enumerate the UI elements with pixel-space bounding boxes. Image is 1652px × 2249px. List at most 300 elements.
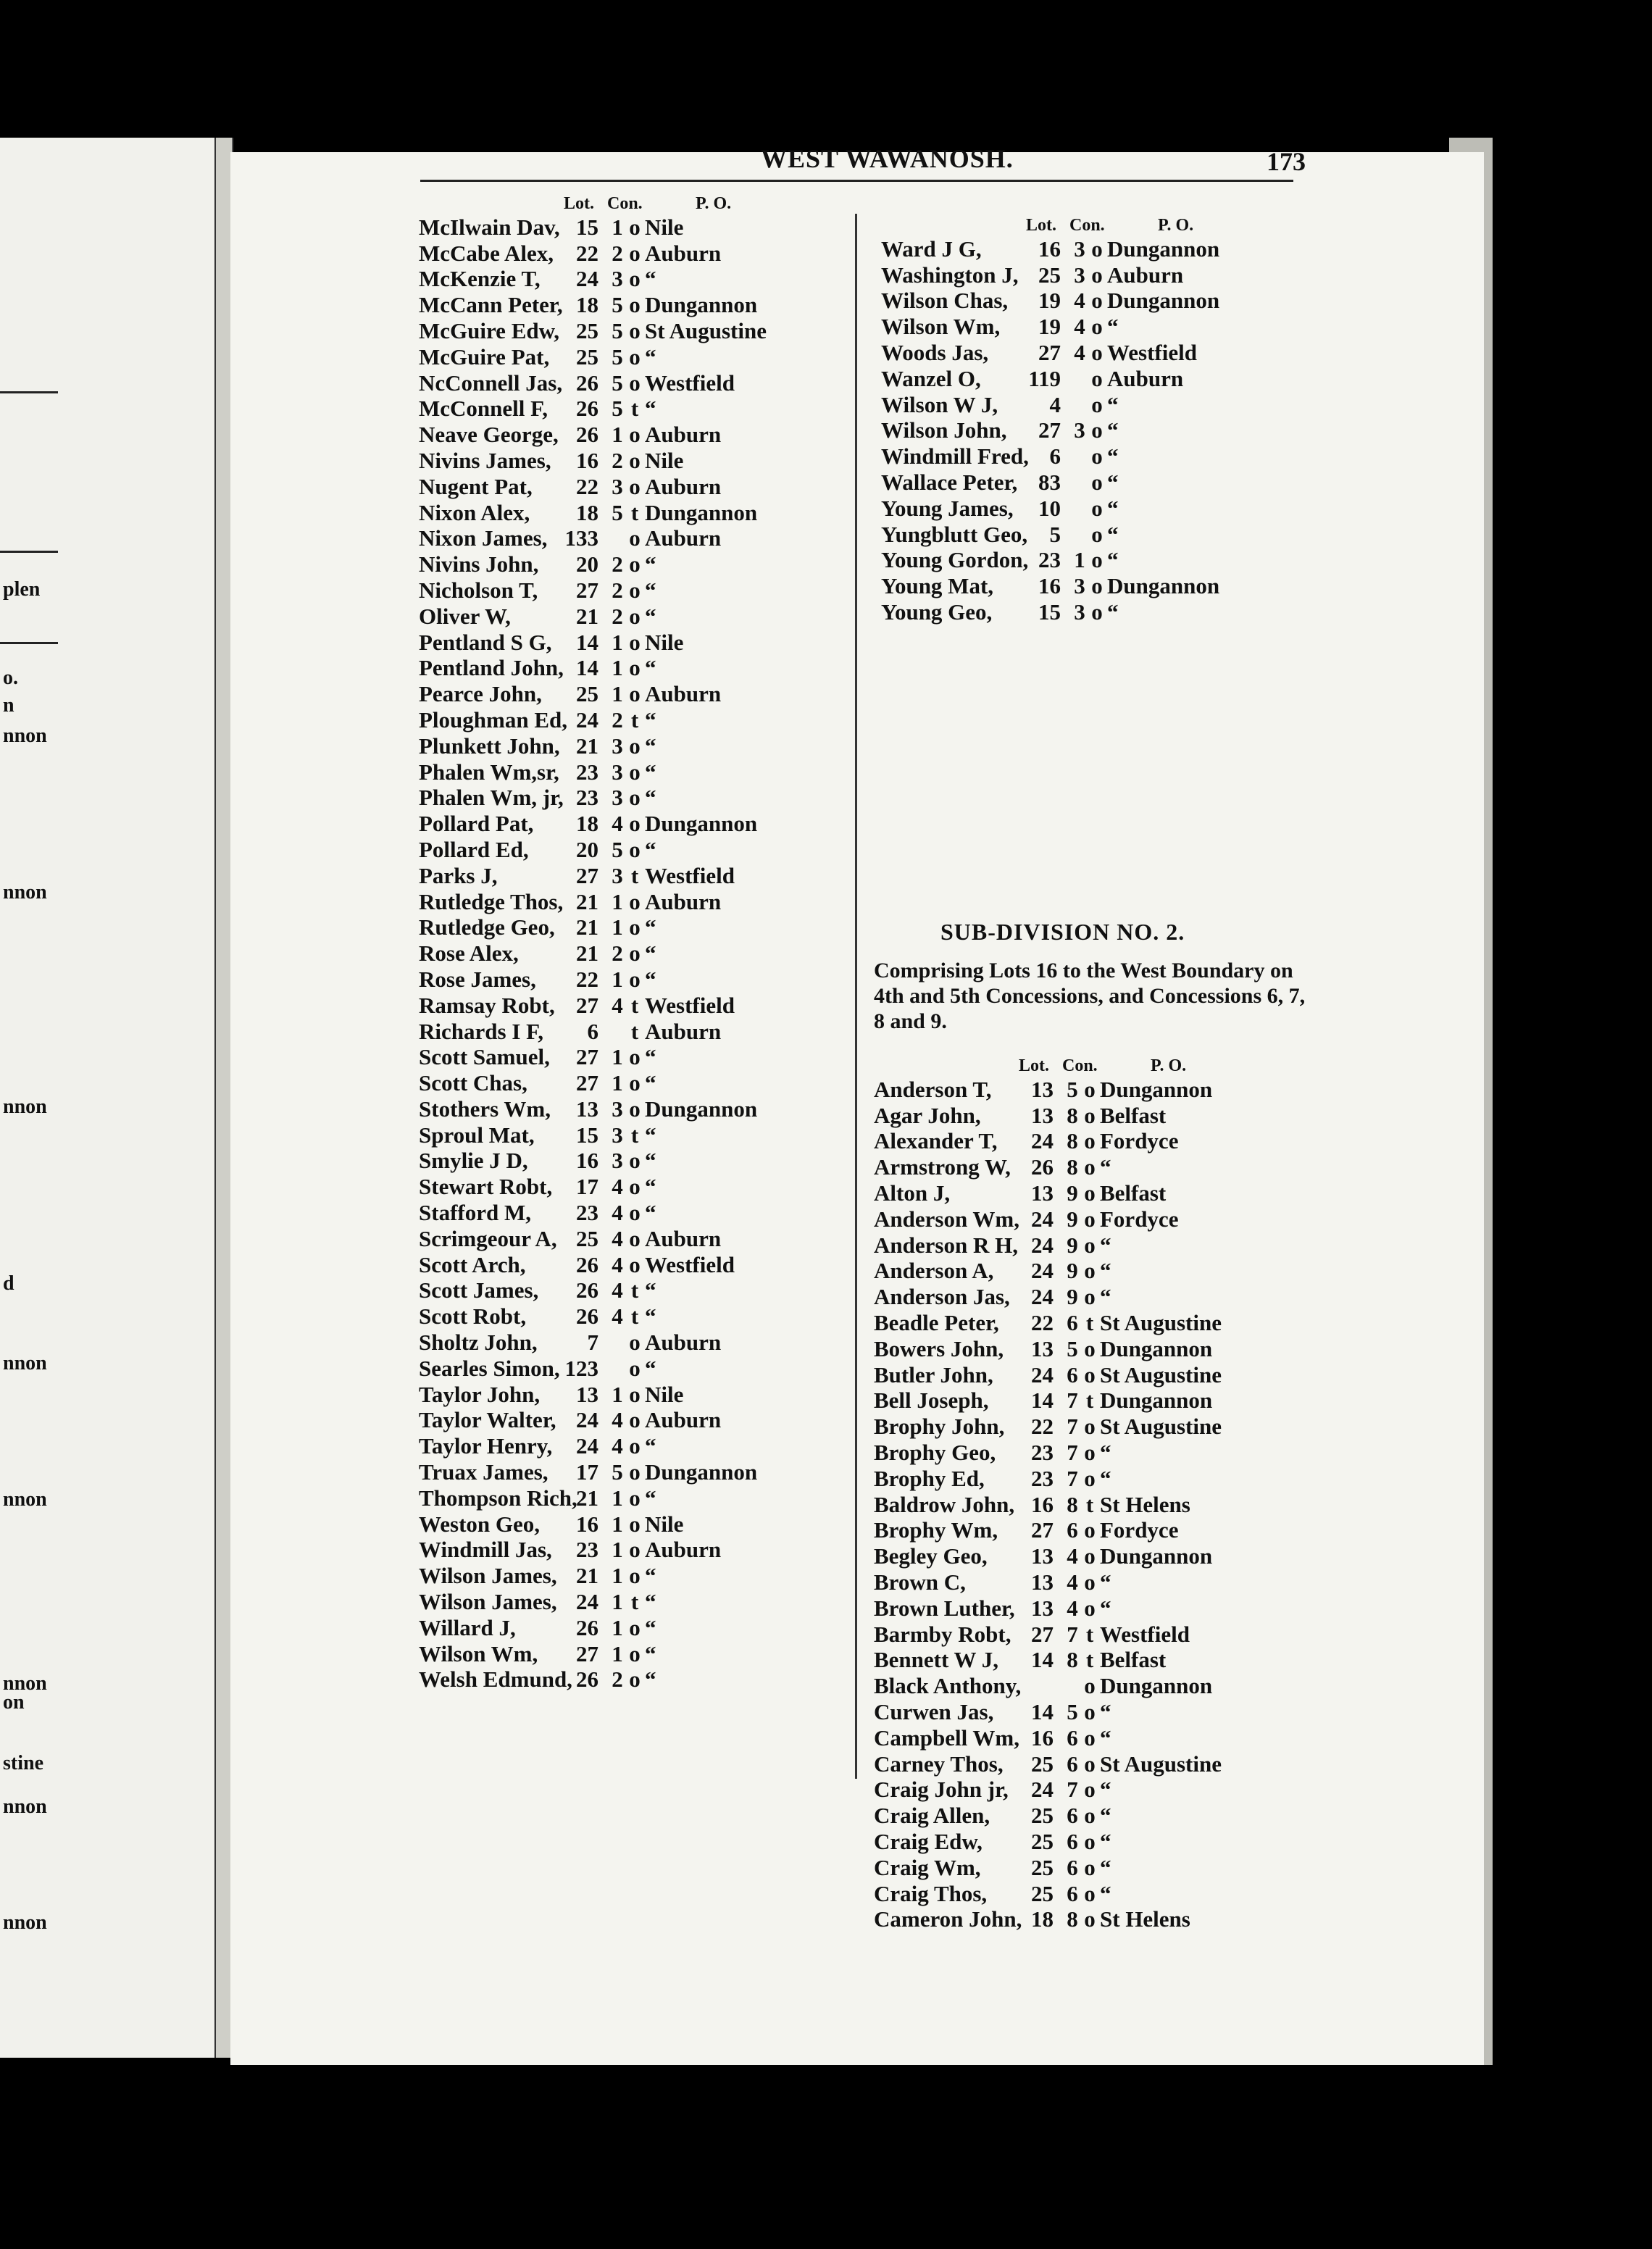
entry-post-office: “ bbox=[645, 733, 656, 759]
directory-entry bbox=[881, 522, 1316, 548]
entry-lot: 119 bbox=[1028, 365, 1061, 391]
entry-lot: 23 bbox=[1038, 547, 1061, 573]
entry-lot: 17 bbox=[576, 1459, 598, 1485]
entry-concession: 7 bbox=[1067, 1777, 1078, 1803]
entry-status: o bbox=[629, 473, 641, 499]
entry-post-office: Fordyce bbox=[1100, 1128, 1179, 1154]
entry-post-office: Auburn bbox=[645, 473, 722, 499]
entry-post-office: “ bbox=[645, 785, 656, 811]
entry-name: Bowers John, bbox=[874, 1335, 1004, 1361]
entry-name: Young Mat, bbox=[881, 573, 994, 599]
entry-lot: 16 bbox=[576, 1148, 598, 1174]
entry-post-office: “ bbox=[1100, 1258, 1111, 1284]
entry-post-office: “ bbox=[645, 1614, 656, 1640]
entry-name: Richards I F, bbox=[419, 1018, 543, 1044]
lot-header: Lot. bbox=[1019, 1056, 1049, 1075]
entry-status: o bbox=[1084, 1361, 1096, 1388]
entry-concession: 1 bbox=[612, 1070, 623, 1096]
entry-lot: 24 bbox=[576, 266, 598, 292]
facing-page-fragment: stine bbox=[3, 1752, 43, 1774]
entry-lot: 13 bbox=[576, 1381, 598, 1407]
entry-post-office: Auburn bbox=[645, 681, 722, 707]
entry-concession: 7 bbox=[1067, 1414, 1078, 1440]
entry-post-office: “ bbox=[1107, 521, 1119, 547]
entry-name: Taylor Henry, bbox=[419, 1433, 553, 1459]
entry-lot: 24 bbox=[576, 1589, 598, 1615]
entry-status: o bbox=[1084, 1803, 1096, 1829]
directory-entry bbox=[881, 443, 1316, 470]
column-header-row bbox=[881, 210, 1316, 236]
entry-post-office: “ bbox=[645, 655, 656, 681]
directory-entry bbox=[419, 604, 825, 630]
entry-concession: 2 bbox=[612, 1666, 623, 1693]
entry-post-office: Westfield bbox=[645, 1251, 735, 1277]
entry-status: o bbox=[1091, 573, 1103, 599]
directory-entry bbox=[419, 266, 825, 292]
entry-lot: 15 bbox=[576, 214, 598, 240]
directory-entry bbox=[874, 1388, 1309, 1414]
po-header: P. O. bbox=[696, 194, 732, 213]
entry-post-office: Auburn bbox=[645, 1407, 722, 1433]
entry-status: o bbox=[629, 1459, 641, 1485]
directory-entry bbox=[419, 577, 825, 604]
entry-name: Brophy Wm, bbox=[874, 1517, 998, 1543]
entry-status: o bbox=[1084, 1232, 1096, 1258]
directory-entry bbox=[874, 1180, 1309, 1206]
entry-status: t bbox=[1085, 1309, 1094, 1335]
entry-concession: 4 bbox=[612, 1407, 623, 1433]
directory-entry bbox=[419, 1277, 825, 1303]
entry-concession: 3 bbox=[1074, 573, 1085, 599]
entry-post-office: Nile bbox=[645, 629, 684, 655]
entry-concession: 1 bbox=[612, 422, 623, 448]
entry-name: Craig Allen, bbox=[874, 1803, 990, 1829]
entry-lot: 26 bbox=[576, 1277, 598, 1303]
entry-lot: 24 bbox=[1031, 1232, 1054, 1258]
directory-entry bbox=[874, 1829, 1309, 1855]
facing-page-fragment: nnon bbox=[3, 1911, 47, 1934]
left-column bbox=[419, 188, 825, 1693]
entry-name: Stafford M, bbox=[419, 1200, 531, 1226]
entry-status: t bbox=[630, 706, 639, 733]
directory-entry bbox=[881, 392, 1316, 418]
entry-name: Pentland S G, bbox=[419, 629, 552, 655]
entry-name: Cameron John, bbox=[874, 1906, 1022, 1932]
entry-lot: 18 bbox=[1031, 1906, 1054, 1932]
lot-header: Lot. bbox=[1026, 216, 1056, 235]
directory-entry bbox=[419, 889, 825, 915]
entry-concession: 5 bbox=[612, 370, 623, 396]
entry-post-office: Westfield bbox=[1107, 339, 1197, 365]
entry-status: o bbox=[1091, 314, 1103, 340]
entry-name: Baldrow John, bbox=[874, 1491, 1015, 1517]
entry-name: Armstrong W, bbox=[874, 1154, 1011, 1180]
entry-post-office: St Augustine bbox=[645, 317, 767, 343]
right-column-top bbox=[881, 210, 1316, 625]
entry-concession: 2 bbox=[612, 577, 623, 603]
entry-post-office: Auburn bbox=[645, 240, 722, 266]
entry-lot: 15 bbox=[1038, 598, 1061, 625]
entry-lot: 13 bbox=[1031, 1076, 1054, 1102]
entry-concession: 8 bbox=[1067, 1491, 1078, 1517]
entry-name: Scott James, bbox=[419, 1277, 539, 1303]
directory-entry bbox=[874, 1258, 1309, 1284]
entry-lot: 26 bbox=[576, 1614, 598, 1640]
entry-name: Young Geo, bbox=[881, 598, 993, 625]
entry-status: t bbox=[1085, 1621, 1094, 1647]
entry-lot: 25 bbox=[576, 343, 598, 370]
entry-name: Craig Edw, bbox=[874, 1828, 983, 1854]
entry-lot: 25 bbox=[1031, 1880, 1054, 1906]
entry-status: o bbox=[629, 811, 641, 837]
entry-concession: 4 bbox=[612, 1277, 623, 1303]
entry-concession: 4 bbox=[1074, 339, 1085, 365]
entry-name: Curwen Jas, bbox=[874, 1698, 994, 1724]
directory-entry bbox=[419, 967, 825, 993]
entry-post-office: Dungannon bbox=[645, 1459, 758, 1485]
entry-post-office: Dungannon bbox=[1107, 288, 1220, 314]
entry-status: o bbox=[1084, 1854, 1096, 1880]
entry-name: Nivins John, bbox=[419, 551, 539, 577]
entry-status: o bbox=[629, 1355, 641, 1381]
entry-concession: 6 bbox=[1067, 1828, 1078, 1854]
entry-post-office: Dungannon bbox=[1107, 573, 1220, 599]
entry-lot: 25 bbox=[1031, 1854, 1054, 1880]
entry-concession: 4 bbox=[612, 1174, 623, 1200]
entry-post-office: “ bbox=[645, 1122, 656, 1148]
entry-concession: 6 bbox=[1067, 1724, 1078, 1751]
directory-entry bbox=[874, 1128, 1309, 1154]
right-column-bottom bbox=[874, 1051, 1309, 1932]
directory-entry bbox=[874, 1284, 1309, 1310]
entry-concession: 1 bbox=[612, 1563, 623, 1589]
entry-status: o bbox=[1084, 1128, 1096, 1154]
entry-status: o bbox=[629, 655, 641, 681]
entry-lot: 21 bbox=[576, 914, 598, 940]
directory-entry bbox=[881, 366, 1316, 392]
entry-lot: 14 bbox=[576, 655, 598, 681]
directory-entry bbox=[881, 417, 1316, 443]
entry-name: Phalen Wm, jr, bbox=[419, 785, 564, 811]
entry-concession: 1 bbox=[612, 1537, 623, 1563]
entry-lot: 25 bbox=[1031, 1751, 1054, 1777]
entry-lot: 20 bbox=[576, 551, 598, 577]
entry-lot: 13 bbox=[1031, 1102, 1054, 1128]
entry-name: Sproul Mat, bbox=[419, 1122, 535, 1148]
entry-name: McGuire Pat, bbox=[419, 343, 550, 370]
entry-concession: 8 bbox=[1067, 1128, 1078, 1154]
directory-entry bbox=[419, 318, 825, 344]
entry-post-office: “ bbox=[1100, 1880, 1111, 1906]
entry-name: Wallace Peter, bbox=[881, 469, 1018, 495]
entry-post-office: Auburn bbox=[645, 422, 722, 448]
entry-status: o bbox=[629, 1174, 641, 1200]
entry-post-office: Dungannon bbox=[645, 292, 758, 318]
entry-post-office: Auburn bbox=[645, 1018, 722, 1044]
entry-post-office: “ bbox=[645, 577, 656, 603]
entry-post-office: “ bbox=[1100, 1595, 1111, 1621]
entry-lot: 21 bbox=[576, 733, 598, 759]
directory-entry bbox=[419, 837, 825, 863]
entry-post-office: “ bbox=[645, 940, 656, 967]
entry-post-office: “ bbox=[1107, 598, 1119, 625]
entry-lot: 19 bbox=[1038, 288, 1061, 314]
entry-name: Brophy Ed, bbox=[874, 1465, 985, 1491]
entry-post-office: Dungannon bbox=[645, 499, 758, 525]
entry-lot: 26 bbox=[576, 422, 598, 448]
entry-concession: 3 bbox=[612, 1122, 623, 1148]
directory-entry bbox=[881, 470, 1316, 496]
entry-post-office: “ bbox=[1107, 469, 1119, 495]
entry-lot: 18 bbox=[576, 499, 598, 525]
directory-page bbox=[230, 144, 1484, 2065]
directory-entry bbox=[419, 1174, 825, 1200]
entry-post-office: “ bbox=[645, 343, 656, 370]
entry-lot: 27 bbox=[1038, 339, 1061, 365]
directory-entry bbox=[881, 547, 1316, 573]
entry-name: Plunkett John, bbox=[419, 733, 560, 759]
entry-lot: 25 bbox=[1038, 262, 1061, 288]
entry-concession: 3 bbox=[612, 785, 623, 811]
entry-name: Anderson R H, bbox=[874, 1232, 1018, 1258]
entry-status: o bbox=[1084, 1673, 1096, 1699]
entry-status: o bbox=[629, 914, 641, 940]
entry-concession: 1 bbox=[1074, 547, 1085, 573]
entry-concession: 4 bbox=[1074, 314, 1085, 340]
entry-status: o bbox=[629, 1485, 641, 1511]
entry-status: o bbox=[629, 292, 641, 318]
entry-name: Willard J, bbox=[419, 1614, 516, 1640]
entry-post-office: “ bbox=[1100, 1439, 1111, 1465]
entry-lot: 22 bbox=[1031, 1309, 1054, 1335]
directory-entry bbox=[419, 1122, 825, 1148]
entry-concession: 4 bbox=[612, 1251, 623, 1277]
entry-lot: 13 bbox=[1031, 1335, 1054, 1361]
directory-entry bbox=[419, 1200, 825, 1226]
entry-name: Sholtz John, bbox=[419, 1330, 538, 1356]
entry-status: o bbox=[629, 629, 641, 655]
entry-lot: 24 bbox=[1031, 1777, 1054, 1803]
entry-status: o bbox=[1084, 1698, 1096, 1724]
facing-page-fragment: nnon bbox=[3, 1352, 47, 1374]
entry-lot: 24 bbox=[1031, 1258, 1054, 1284]
directory-entry bbox=[419, 1070, 825, 1096]
entry-status: o bbox=[629, 551, 641, 577]
page-title: WEST WAWANOSH. bbox=[761, 144, 1014, 173]
entry-lot: 16 bbox=[1031, 1724, 1054, 1751]
entry-post-office: Auburn bbox=[645, 888, 722, 914]
entry-name: Stewart Robt, bbox=[419, 1174, 553, 1200]
entry-concession: 8 bbox=[1067, 1906, 1078, 1932]
directory-entry bbox=[419, 500, 825, 526]
entry-concession: 5 bbox=[1067, 1698, 1078, 1724]
directory-entry bbox=[874, 1751, 1309, 1777]
entry-post-office: “ bbox=[645, 1666, 656, 1693]
directory-entry bbox=[419, 1589, 825, 1615]
directory-entry bbox=[419, 214, 825, 241]
entry-post-office: St Augustine bbox=[1100, 1309, 1222, 1335]
entry-name: Wilson James, bbox=[419, 1589, 557, 1615]
entry-status: t bbox=[1085, 1388, 1094, 1414]
entry-post-office: “ bbox=[1107, 417, 1119, 443]
entry-name: McGuire Edw, bbox=[419, 317, 560, 343]
entry-post-office: “ bbox=[645, 1640, 656, 1666]
entry-post-office: Auburn bbox=[1107, 365, 1184, 391]
entry-name: Anderson T, bbox=[874, 1076, 992, 1102]
entry-status: o bbox=[1084, 1076, 1096, 1102]
entry-status: o bbox=[1091, 443, 1103, 470]
lot-header: Lot. bbox=[564, 194, 594, 213]
entry-post-office: “ bbox=[645, 1433, 656, 1459]
entry-name: Woods Jas, bbox=[881, 339, 989, 365]
entry-name: Thompson Rich, bbox=[419, 1485, 577, 1511]
con-header: Con. bbox=[607, 194, 643, 213]
entry-lot: 26 bbox=[576, 1666, 598, 1693]
entry-concession: 4 bbox=[1067, 1543, 1078, 1569]
entry-concession: 7 bbox=[1067, 1621, 1078, 1647]
entry-post-office: Nile bbox=[645, 1381, 684, 1407]
directory-entry bbox=[419, 551, 825, 577]
entry-name: Pollard Pat, bbox=[419, 811, 534, 837]
entry-name: Rutledge Geo, bbox=[419, 914, 555, 940]
entry-concession: 2 bbox=[612, 706, 623, 733]
column-divider bbox=[855, 214, 857, 1779]
entry-status: t bbox=[630, 1122, 639, 1148]
con-header: Con. bbox=[1069, 216, 1105, 235]
entry-post-office: “ bbox=[645, 966, 656, 992]
entry-concession: 3 bbox=[612, 733, 623, 759]
directory-entry bbox=[419, 1537, 825, 1563]
entry-post-office: St Augustine bbox=[1100, 1751, 1222, 1777]
entry-name: Bell Joseph, bbox=[874, 1388, 989, 1414]
entry-post-office: Westfield bbox=[645, 370, 735, 396]
entry-status: o bbox=[629, 836, 641, 862]
directory-entry bbox=[419, 1485, 825, 1511]
entry-post-office: “ bbox=[1107, 314, 1119, 340]
entry-name: Brown C, bbox=[874, 1569, 966, 1595]
entry-post-office: Dungannon bbox=[1100, 1388, 1213, 1414]
entry-concession: 1 bbox=[612, 655, 623, 681]
entry-lot: 24 bbox=[1031, 1128, 1054, 1154]
entry-lot: 6 bbox=[587, 1018, 598, 1044]
directory-entry bbox=[419, 1382, 825, 1408]
directory-entry bbox=[419, 344, 825, 370]
entry-lot: 13 bbox=[1031, 1595, 1054, 1621]
entry-name: Anderson Wm, bbox=[874, 1206, 1019, 1232]
entry-name: Anderson A, bbox=[874, 1258, 994, 1284]
entry-lot: 23 bbox=[1031, 1439, 1054, 1465]
entry-post-office: “ bbox=[645, 396, 656, 422]
entry-lot: 23 bbox=[576, 785, 598, 811]
directory-entry bbox=[419, 1666, 825, 1693]
entry-concession: 6 bbox=[1067, 1854, 1078, 1880]
directory-entry bbox=[874, 1077, 1309, 1103]
entry-status: o bbox=[629, 370, 641, 396]
entry-concession: 6 bbox=[1067, 1880, 1078, 1906]
directory-entry bbox=[419, 1044, 825, 1070]
entry-status: o bbox=[629, 888, 641, 914]
directory-entry bbox=[419, 1356, 825, 1382]
entry-name: Pearce John, bbox=[419, 681, 542, 707]
entry-status: o bbox=[1091, 262, 1103, 288]
directory-entry bbox=[874, 1673, 1309, 1699]
entry-status: o bbox=[629, 1070, 641, 1096]
subdivision-description: Comprising Lots 16 to the West Boundary on 4th and 5th Concessions, and Concessions 6, 7, 8 and 9. bbox=[874, 959, 1306, 1033]
directory-entry bbox=[881, 573, 1316, 599]
entry-name: McCann Peter, bbox=[419, 292, 563, 318]
directory-entry bbox=[874, 1543, 1309, 1569]
entry-name: Butler John, bbox=[874, 1361, 993, 1388]
entry-concession: 9 bbox=[1067, 1258, 1078, 1284]
entry-name: Wilson John, bbox=[881, 417, 1007, 443]
entry-concession: 5 bbox=[612, 836, 623, 862]
entry-concession: 8 bbox=[1067, 1102, 1078, 1128]
directory-entry bbox=[419, 1303, 825, 1330]
entry-concession: 2 bbox=[612, 551, 623, 577]
directory-entry bbox=[874, 1906, 1309, 1932]
entry-post-office: Nile bbox=[645, 1511, 684, 1537]
facing-page-fragment: nnon bbox=[3, 1672, 47, 1695]
entry-status: o bbox=[629, 422, 641, 448]
entry-status: o bbox=[1084, 1724, 1096, 1751]
directory-entry bbox=[419, 292, 825, 318]
entry-lot: 19 bbox=[1038, 314, 1061, 340]
directory-entry bbox=[419, 474, 825, 500]
directory-entry bbox=[419, 448, 825, 474]
entry-post-office: St Augustine bbox=[1100, 1414, 1222, 1440]
entry-post-office: “ bbox=[645, 551, 656, 577]
entry-status: o bbox=[629, 603, 641, 629]
entry-concession: 1 bbox=[612, 1589, 623, 1615]
entry-name: Black Anthony, bbox=[874, 1673, 1022, 1699]
entry-concession: 3 bbox=[612, 473, 623, 499]
entry-concession: 1 bbox=[612, 214, 623, 240]
entry-concession: 9 bbox=[1067, 1232, 1078, 1258]
entry-concession: 1 bbox=[612, 888, 623, 914]
entry-post-office: Dungannon bbox=[645, 1096, 758, 1122]
entry-lot: 22 bbox=[576, 240, 598, 266]
entry-lot: 24 bbox=[576, 1407, 598, 1433]
entry-post-office: Belfast bbox=[1100, 1647, 1167, 1673]
entry-post-office: “ bbox=[1100, 1854, 1111, 1880]
entry-name: Parks J, bbox=[419, 862, 498, 888]
directory-entry bbox=[419, 1252, 825, 1278]
entry-name: Scott Chas, bbox=[419, 1070, 527, 1096]
entry-lot: 6 bbox=[1049, 443, 1061, 470]
entry-concession: 5 bbox=[612, 396, 623, 422]
entry-lot: 15 bbox=[576, 1122, 598, 1148]
entry-name: Phalen Wm,sr, bbox=[419, 759, 559, 785]
entry-lot: 27 bbox=[1031, 1517, 1054, 1543]
entry-post-office: Dungannon bbox=[1100, 1335, 1213, 1361]
directory-entry bbox=[419, 863, 825, 889]
entry-lot: 27 bbox=[576, 1070, 598, 1096]
entry-status: t bbox=[630, 1018, 639, 1044]
directory-entry bbox=[874, 1881, 1309, 1907]
entry-status: t bbox=[1085, 1491, 1094, 1517]
entry-lot: 16 bbox=[576, 1511, 598, 1537]
entry-name: Craig John jr, bbox=[874, 1777, 1009, 1803]
entry-name: Beadle Peter, bbox=[874, 1309, 999, 1335]
entry-post-office: “ bbox=[645, 914, 656, 940]
entry-lot: 25 bbox=[1031, 1828, 1054, 1854]
directory-entry bbox=[419, 940, 825, 967]
entry-concession: 1 bbox=[612, 1044, 623, 1070]
entry-lot: 16 bbox=[1038, 235, 1061, 262]
entry-post-office: “ bbox=[645, 1277, 656, 1303]
entry-name: Smylie J D, bbox=[419, 1148, 528, 1174]
entry-name: Searles Simon, bbox=[419, 1355, 560, 1381]
